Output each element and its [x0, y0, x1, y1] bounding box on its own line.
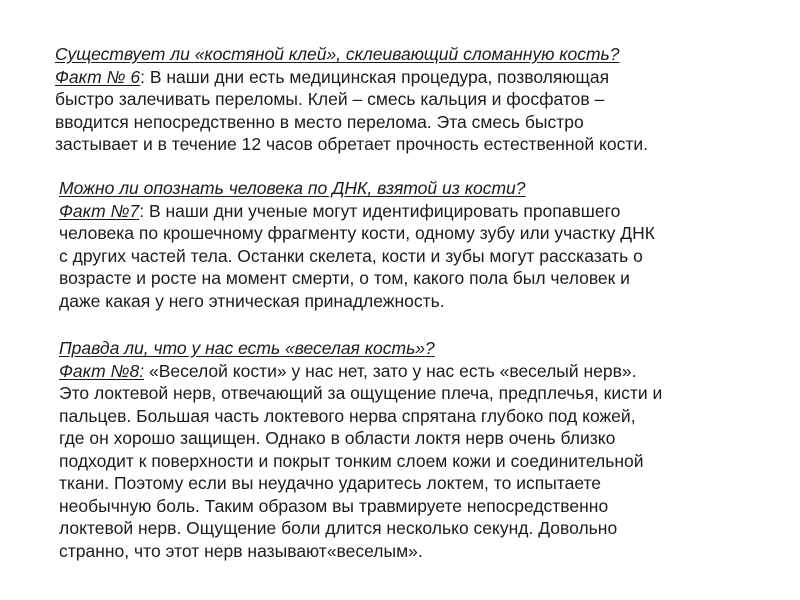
fact-text-line: даже какая у него этническая принадлежность.	[59, 290, 445, 311]
fact-text-line: пальцев. Большая часть локтевого нерва спрятана глубоко под кожей,	[59, 405, 636, 426]
fact-text-line: человека по крошечному фрагменту кости, одному зубу или участку ДНК	[59, 223, 655, 243]
fact-text-line: быстро залечивать переломы. Клей – смесь кальция и фосфатов –	[55, 89, 605, 109]
fact-text-line: вводится непосредственно в место перелома. Эта смесь быстро	[55, 111, 584, 132]
question-heading: Можно ли опознать человека по ДНК, взятой из кости?	[59, 178, 526, 198]
fact-block-7	[59, 177, 655, 312]
fact-text-line: локтевой нерв. Ощущение боли длится несколько секунд. Довольно	[59, 518, 618, 538]
fact-label: Факт №8:	[59, 360, 145, 381]
fact-first-line	[59, 360, 662, 383]
fact-text-line: Это локтевой нерв, отвечающий за ощущение плеча, предплечья, кисти и	[59, 383, 663, 403]
fact-first-line	[55, 66, 648, 89]
fact-text-line: где он хорошо защищен. Однако в области локтя нерв очень близко	[59, 428, 616, 448]
fact-first-line	[59, 200, 655, 223]
fact-text-line: необычную боль. Таким образом вы травмируете непосредственно	[59, 495, 609, 516]
fact-block-8	[59, 337, 662, 562]
fact-label: Факт № 6	[55, 66, 141, 87]
fact-text-line: застывает и в течение 12 часов обретает прочность естественной кости.	[55, 134, 648, 154]
question-heading: Правда ли, что у нас есть «веселая кость»?	[59, 338, 435, 358]
fact-text-line: возрасте и росте на момент смерти, о том, какого пола был человек и	[59, 268, 630, 288]
fact-label: Факт №7	[59, 200, 140, 221]
question-heading: Существует ли «костяной клей», склеивающий сломанную кость?	[55, 44, 620, 64]
fact-text: : В наши дни есть медицинская процедура, позволяющая	[140, 66, 610, 87]
fact-text-line: подходит к поверхности и покрыт тонким слоем кожи и соединительной	[59, 450, 644, 471]
fact-text-line: странно, что этот нерв называют«веселым».	[59, 540, 423, 561]
fact-text-line: ткани. Поэтому если вы неудачно ударитесь локтем, то испытаете	[59, 473, 602, 493]
fact-text: : В наши дни ученые могут идентифицировать пропавшего	[139, 200, 621, 221]
fact-text-line: с других частей тела. Останки скелета, кости и зубы могут рассказать о	[59, 245, 643, 266]
fact-text: «Веселой кости» у нас нет, зато у нас есть «веселый нерв».	[144, 360, 637, 381]
fact-block-6	[55, 43, 648, 156]
